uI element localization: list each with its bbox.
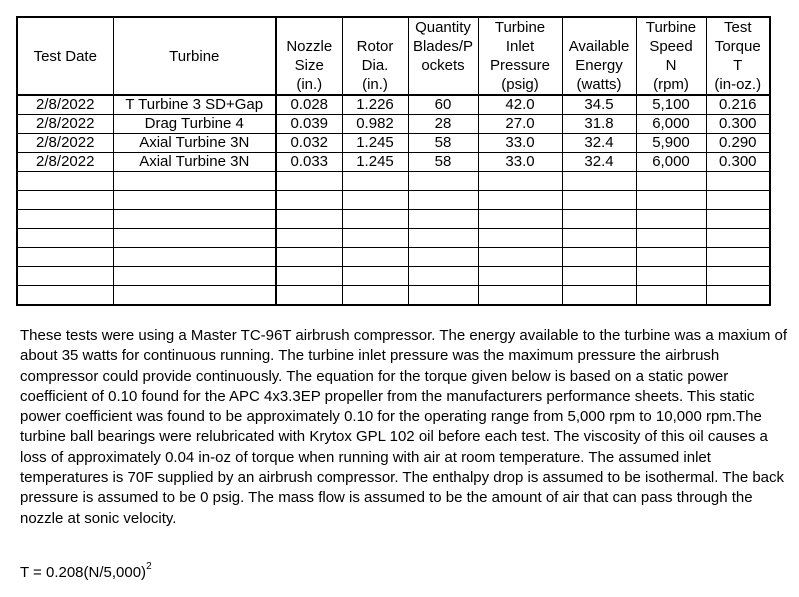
- table-row: [17, 229, 770, 248]
- table-cell: [478, 210, 562, 229]
- header-line: Test: [723, 19, 752, 36]
- header-line: N: [665, 57, 677, 74]
- table-cell: Drag Turbine 4: [113, 115, 276, 134]
- table-cell: [276, 229, 342, 248]
- table-cell: [478, 286, 562, 306]
- table-cell: 34.5: [562, 95, 636, 115]
- table-cell: [478, 172, 562, 191]
- table-cell: 0.028: [276, 95, 342, 115]
- table-cell: 0.982: [342, 115, 408, 134]
- table-cell: 0.216: [706, 95, 770, 115]
- table-cell: 6,000: [636, 153, 706, 172]
- table-cell: [478, 229, 562, 248]
- notes-paragraph: These tests were using a Master TC-96T airbrush compressor. The energy available to the turbine was a maxium of about 35 watts for continuous running. The turbine inlet pressure was the maximum pressure the airbrush compressor could provide continuously. The equation for the torque given below is based on a static power coefficient of 0.10 found for the APC 4x3.3EP propeller from the manufacturers performance sheets. This static power coefficient was found to be approximately 0.10 for the operating range from 5,000 rpm to 10,000 rpm.The turbine ball bearings were relubricated with Krytox GPL 102 oil before each test. The viscosity of this oil causes a loss of approximately 0.04 in-oz of torque when running with air at room temperature. The assumed inlet temperatures is 70F supplied by an airbrush compressor. The enthalpy drop is assumed to be isothermal. The back pressure is assumed to be 0 psig. The mass flow is assumed to be the amount of air that can pass through the nozzle at sonic velocity.: [20, 327, 788, 527]
- table-row: [17, 210, 770, 229]
- table-cell: 0.032: [276, 134, 342, 153]
- table-cell: [276, 286, 342, 306]
- table-cell: 32.4: [562, 134, 636, 153]
- header-line: (in.): [362, 76, 388, 93]
- table-cell: [478, 267, 562, 286]
- header-line: Torque: [714, 38, 761, 55]
- table-cell: [636, 267, 706, 286]
- table-cell: [113, 172, 276, 191]
- table-cell: 58: [408, 153, 478, 172]
- table-cell: [408, 229, 478, 248]
- column-header: [562, 17, 636, 95]
- table-cell: 6,000: [636, 115, 706, 134]
- table-cell: 2/8/2022: [17, 153, 113, 172]
- table-cell: [113, 191, 276, 210]
- table-cell: [478, 191, 562, 210]
- table-cell: [276, 191, 342, 210]
- header-line: Dia.: [361, 57, 389, 74]
- column-header: [636, 17, 706, 95]
- table-cell: [342, 210, 408, 229]
- header-line: Pressure: [489, 57, 551, 74]
- table-row: [17, 134, 770, 153]
- table-cell: [17, 286, 113, 306]
- header-line: T: [733, 57, 743, 74]
- formula-exponent: 2: [146, 561, 152, 572]
- table-cell: 31.8: [562, 115, 636, 134]
- header-line: (in.): [296, 76, 323, 93]
- header-line: (in-oz.): [714, 76, 762, 93]
- table-cell: [17, 172, 113, 191]
- table-cell: 1.226: [342, 95, 408, 115]
- table-row: [17, 248, 770, 267]
- table-cell: [342, 172, 408, 191]
- table-cell: 2/8/2022: [17, 134, 113, 153]
- table-cell: [706, 191, 770, 210]
- table-cell: [408, 248, 478, 267]
- table-cell: T Turbine 3 SD+Gap: [113, 95, 276, 115]
- torque-formula: [20, 561, 152, 581]
- table-cell: [276, 267, 342, 286]
- header-line: (watts): [576, 76, 622, 93]
- table-cell: [17, 229, 113, 248]
- header-line: Turbine: [494, 19, 546, 36]
- header-line: Test Date: [33, 47, 97, 65]
- table-cell: [706, 210, 770, 229]
- table-cell: [706, 267, 770, 286]
- table-cell: 1.245: [342, 134, 408, 153]
- table-cell: 27.0: [478, 115, 562, 134]
- table-cell: [706, 172, 770, 191]
- table-cell: [636, 172, 706, 191]
- table-cell: [562, 172, 636, 191]
- header-row: [17, 17, 770, 95]
- header-line: Nozzle: [286, 38, 333, 55]
- column-header: [113, 17, 276, 95]
- column-header: [342, 17, 408, 95]
- table-cell: 32.4: [562, 153, 636, 172]
- table-cell: [408, 191, 478, 210]
- table-cell: [342, 248, 408, 267]
- table-cell: [276, 172, 342, 191]
- table-cell: [562, 248, 636, 267]
- table-cell: [408, 210, 478, 229]
- table-cell: 5,100: [636, 95, 706, 115]
- column-header: [706, 17, 770, 95]
- table-cell: [408, 267, 478, 286]
- header-line: Quantity: [415, 19, 471, 36]
- table-cell: 42.0: [478, 95, 562, 115]
- table-cell: [17, 267, 113, 286]
- table-cell: [17, 248, 113, 267]
- table-cell: 33.0: [478, 153, 562, 172]
- header-line: Turbine: [645, 19, 697, 36]
- table-cell: 0.033: [276, 153, 342, 172]
- column-header: [17, 17, 113, 95]
- table-cell: 2/8/2022: [17, 95, 113, 115]
- table-cell: [636, 229, 706, 248]
- table-row: [17, 267, 770, 286]
- table-row: [17, 286, 770, 306]
- table-cell: [636, 210, 706, 229]
- header-line: Blades/P: [412, 38, 474, 55]
- table-cell: 2/8/2022: [17, 115, 113, 134]
- table-cell: [276, 210, 342, 229]
- table-cell: [706, 248, 770, 267]
- table-cell: [113, 229, 276, 248]
- table-cell: 0.290: [706, 134, 770, 153]
- table-cell: [113, 248, 276, 267]
- table-cell: [706, 229, 770, 248]
- table-cell: [113, 267, 276, 286]
- table-cell: [342, 286, 408, 306]
- table-cell: 0.300: [706, 153, 770, 172]
- header-line: (psig): [501, 76, 539, 93]
- table-cell: [706, 286, 770, 306]
- table-cell: [478, 248, 562, 267]
- table-cell: [562, 210, 636, 229]
- table-cell: 28: [408, 115, 478, 134]
- header-line: Size: [294, 57, 324, 74]
- header-line: ockets: [421, 57, 465, 74]
- header-line: Rotor: [356, 38, 394, 55]
- table-cell: 60: [408, 95, 478, 115]
- column-header: [408, 17, 478, 95]
- table-cell: [636, 248, 706, 267]
- table-cell: [562, 229, 636, 248]
- table-cell: 58: [408, 134, 478, 153]
- table-cell: [636, 191, 706, 210]
- header-line: [409, 75, 478, 94]
- table-cell: Axial Turbine 3N: [113, 153, 276, 172]
- table-cell: 0.039: [276, 115, 342, 134]
- column-header: [276, 17, 342, 95]
- table-cell: 33.0: [478, 134, 562, 153]
- header-line: Speed: [649, 38, 693, 55]
- table-cell: [342, 229, 408, 248]
- table-cell: [562, 267, 636, 286]
- table-cell: [342, 267, 408, 286]
- table-row: [17, 115, 770, 134]
- table-cell: [17, 191, 113, 210]
- header-line: (rpm): [653, 76, 689, 93]
- test-results-table: [16, 16, 771, 306]
- header-line: Inlet: [505, 38, 535, 55]
- table-row: [17, 191, 770, 210]
- header-line: Turbine: [169, 47, 220, 65]
- header-line: Energy: [575, 57, 623, 74]
- table-cell: [276, 248, 342, 267]
- formula-text: T = 0.208(N/5,000): [20, 564, 147, 581]
- table-cell: Axial Turbine 3N: [113, 134, 276, 153]
- table-cell: [113, 210, 276, 229]
- table-cell: [562, 191, 636, 210]
- table-cell: [408, 172, 478, 191]
- header-line: Available: [568, 38, 630, 55]
- table-cell: [342, 191, 408, 210]
- table-cell: [113, 286, 276, 306]
- table-cell: [408, 286, 478, 306]
- table-cell: [17, 210, 113, 229]
- table-row: [17, 95, 770, 115]
- table-cell: [636, 286, 706, 306]
- table-row: [17, 172, 770, 191]
- table-cell: [562, 286, 636, 306]
- table-body: [17, 95, 770, 305]
- table-row: [17, 153, 770, 172]
- column-header: [478, 17, 562, 95]
- table-cell: 5,900: [636, 134, 706, 153]
- table-cell: 0.300: [706, 115, 770, 134]
- table-cell: 1.245: [342, 153, 408, 172]
